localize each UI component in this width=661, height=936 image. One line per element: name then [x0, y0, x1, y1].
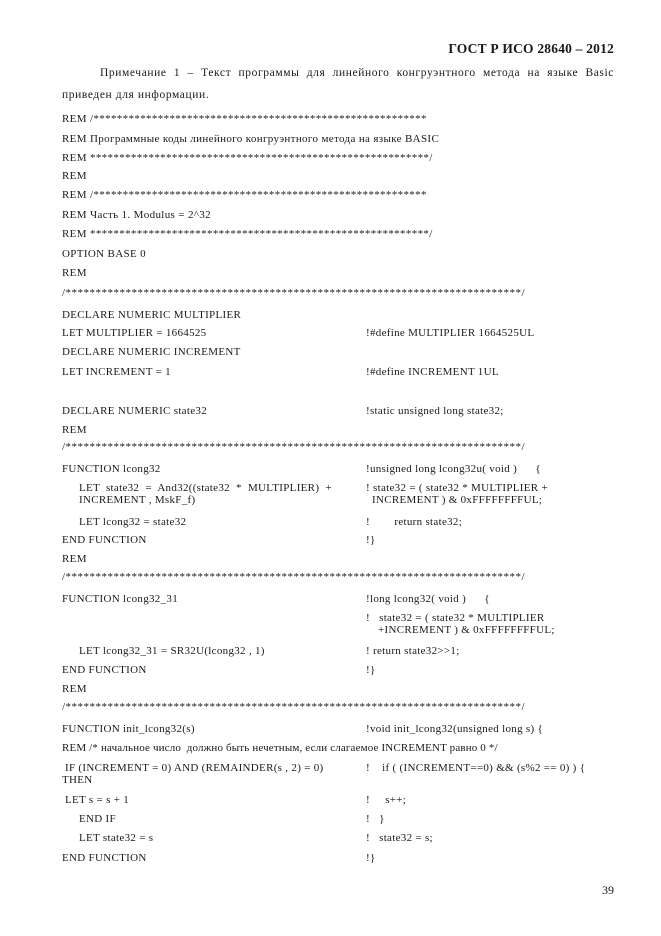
- note-line-1: Примечание 1 – Текст программы для линейного конгруэнтного метода на языке Basic: [100, 67, 614, 79]
- code-left: END FUNCTION: [62, 534, 147, 546]
- code-line: REM /*********************************************************: [62, 189, 427, 201]
- code-left: THEN: [62, 774, 93, 786]
- code-left: END FUNCTION: [62, 664, 147, 676]
- note-line-2: приведен для информации.: [62, 89, 210, 101]
- code-left: FUNCTION lcong32_31: [62, 593, 179, 605]
- code-left: IF (INCREMENT = 0) AND (REMAINDER(s , 2) = 0): [65, 762, 324, 774]
- code-left: LET state32 = And32((state32 * MULTIPLIER) +: [79, 482, 332, 494]
- code-line: REM Часть 1. Modulus = 2^32: [62, 209, 212, 221]
- code-right: ! return state32>>1;: [366, 645, 460, 657]
- code-left: LET INCREMENT = 1: [62, 366, 171, 378]
- code-right: ! state32 = s;: [366, 832, 433, 844]
- note-paragraph: [62, 62, 614, 106]
- code-right: ! s++;: [366, 794, 407, 806]
- separator-line: /****************************************************************************/: [62, 441, 526, 453]
- separator-line: /****************************************************************************/: [62, 701, 526, 713]
- document-header: ГОСТ Р ИСО 28640 – 2012: [448, 41, 614, 56]
- code-left: FUNCTION lcong32: [62, 463, 161, 475]
- code-right: ! if ( (INCREMENT==0) && (s%2 == 0) ) {: [366, 762, 586, 774]
- code-line: REM: [62, 267, 87, 279]
- separator-line: /****************************************************************************/: [62, 287, 526, 299]
- code-right: !long lcong32( void ) {: [366, 593, 490, 605]
- code-left: DECLARE NUMERIC MULTIPLIER: [62, 309, 242, 321]
- code-left: DECLARE NUMERIC INCREMENT: [62, 346, 241, 358]
- code-left: LET s = s + 1: [65, 794, 130, 806]
- code-left: LET state32 = s: [79, 832, 154, 844]
- code-right: ! return state32;: [366, 516, 463, 528]
- code-line: REM: [62, 170, 87, 182]
- code-left: DECLARE NUMERIC state32: [62, 405, 208, 417]
- code-line: REM **********************************************************/: [62, 228, 433, 240]
- code-left: LET lcong32 = state32: [79, 516, 187, 528]
- code-right: +INCREMENT ) & 0xFFFFFFFFUL;: [378, 624, 555, 636]
- code-right: INCREMENT ) & 0xFFFFFFFFUL;: [372, 494, 543, 506]
- code-line: REM Программные коды линейного конгруэнтного метода на языке BASIC: [62, 133, 440, 145]
- code-line: REM: [62, 424, 87, 436]
- code-right: !}: [366, 664, 376, 676]
- code-right: !#define INCREMENT 1UL: [366, 366, 499, 378]
- code-line: REM: [62, 553, 87, 565]
- separator-line: /****************************************************************************/: [62, 571, 526, 583]
- code-right: !static unsigned long state32;: [366, 405, 504, 417]
- code-line: OPTION BASE 0: [62, 248, 146, 260]
- code-right: !}: [366, 534, 376, 546]
- code-right: !#define MULTIPLIER 1664525UL: [366, 327, 535, 339]
- code-line: REM /* начальное число должно быть нечетным, если слагаемое INCREMENT равно 0 */: [62, 742, 498, 754]
- code-right: !void init_lcong32(unsigned long s) {: [366, 723, 544, 735]
- code-line: REM: [62, 683, 87, 695]
- code-right: ! state32 = ( state32 * MULTIPLIER +: [366, 482, 548, 494]
- code-right: !}: [366, 852, 376, 864]
- code-right: !unsigned long lcong32u( void ) {: [366, 463, 541, 475]
- code-left: END IF: [79, 813, 116, 825]
- code-left: INCREMENT , MskF_f): [79, 494, 196, 506]
- code-left: LET MULTIPLIER = 1664525: [62, 327, 207, 339]
- code-left: LET lcong32_31 = SR32U(lcong32 , 1): [79, 645, 265, 657]
- code-right: ! }: [366, 813, 385, 825]
- code-left: FUNCTION init_lcong32(s): [62, 723, 195, 735]
- code-line: REM /*********************************************************: [62, 113, 427, 125]
- code-line: REM **********************************************************/: [62, 152, 433, 164]
- page-number: 39: [602, 883, 614, 897]
- code-right: ! state32 = ( state32 * MULTIPLIER: [366, 612, 545, 624]
- code-left: END FUNCTION: [62, 852, 147, 864]
